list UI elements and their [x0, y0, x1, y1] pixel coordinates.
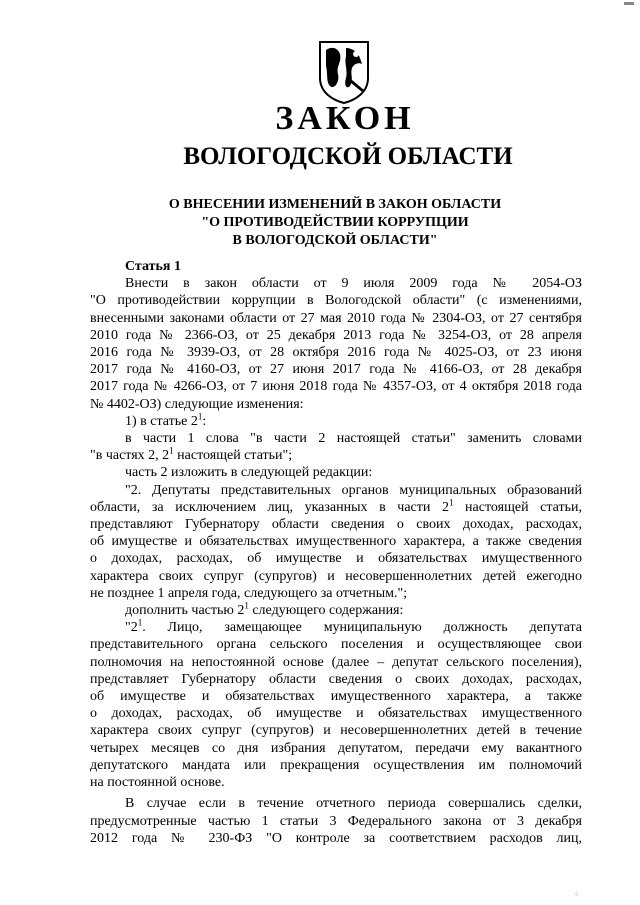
paragraph-line	[90, 447, 582, 464]
document-region-title: ВОЛОГОДСКОЙ ОБЛАСТИ	[183, 143, 513, 170]
quote-line	[90, 619, 582, 636]
paragraph-line: в части 1 слова "в части 2 настоящей статьи" заменить словами	[125, 431, 582, 447]
paragraph-line	[90, 602, 582, 619]
quote-line: о доходах, расходах, об имуществе и обязательствах имущественного	[90, 551, 582, 567]
paragraph-line: предусмотренные частью 1 статьи 3 Федерального закона от 3 декабря	[90, 813, 582, 829]
paragraph-line: В случае если в течение отчетного периода совершались сделки,	[125, 796, 582, 812]
scan-corner-mark	[624, 2, 634, 5]
quote-line: характера своих супруг (супругов) и несовершеннолетних детей в течение	[90, 723, 582, 739]
article-heading: Статья 1	[125, 259, 181, 274]
item-text: 1) в статье 2	[125, 413, 198, 429]
quote-line: депутатского мандата или прекращения осуществления им полномочий	[90, 757, 582, 773]
quote-line: представляет Губернатору области сведения о своих доходах, расходах,	[90, 671, 582, 687]
superscript: 1	[244, 600, 249, 611]
quote-line: об имуществе и обязательствах имущественного характера, а также	[90, 689, 582, 705]
coat-of-arms-emblem	[318, 40, 370, 104]
item-line	[90, 413, 582, 430]
superscript: 1	[448, 497, 454, 508]
quote-line: полномочия на непостоянной основе (далее – депутат сельского поселения),	[90, 654, 582, 670]
item-text: :	[202, 413, 207, 429]
subject-line: "О ПРОТИВОДЕЙСТВИИ КОРРУПЦИИ	[201, 215, 469, 230]
quote-text: . Лицо, замещающее муниципальную должность депутата	[142, 620, 582, 636]
quote-line: о доходах, расходах, об имуществе и обязательствах имущественного	[90, 706, 582, 722]
paragraph-line: часть 2 изложить в следующей редакции:	[125, 465, 373, 481]
paragraph-line: № 4402-ОЗ) следующие изменения:	[90, 396, 304, 412]
paragraph-line: 2010 года № 2366-ОЗ, от 25 декабря 2013 года № 3254-ОЗ, от 28 апреля	[90, 327, 582, 343]
quote-text: "2	[125, 620, 138, 636]
superscript: 1	[137, 617, 143, 628]
quote-line	[90, 499, 582, 516]
quote-line: представляют Губернатору области сведения о своих доходах, расходах,	[90, 517, 582, 533]
subject-line: В ВОЛОГОДСКОЙ ОБЛАСТИ"	[232, 233, 438, 248]
paragraph-line: Внести в закон области от 9 июля 2009 года № 2054-ОЗ	[125, 276, 582, 292]
paragraph-text: настоящей статьи";	[173, 448, 293, 464]
quote-text: области, за исключением лиц, указанных в части 2	[90, 499, 449, 515]
paragraph-line: внесенными законами области от 27 мая 2010 года № 2304-ОЗ, от 27 сентября	[90, 310, 582, 326]
paragraph-line: 2016 года № 3939-ОЗ, от 28 октября 2016 года № 4025-ОЗ, от 23 июня	[90, 345, 582, 361]
quote-line: "2. Депутаты представительных органов муниципальных образований	[125, 482, 582, 498]
paragraph-text: дополнить частью 2	[125, 603, 245, 619]
scan-mark: ⁘	[573, 890, 580, 899]
quote-line: не позднее 1 апреля года, следующего за отчетным.";	[90, 585, 408, 601]
quote-text: настоящей статьи,	[453, 499, 582, 515]
paragraph-line: 2017 года № 4266-ОЗ, от 7 июня 2018 года № 4357-ОЗ, от 4 октября 2018 года	[90, 379, 582, 395]
law-body	[90, 258, 582, 847]
quote-line: об имуществе и обязательствах имущественного характера, а также сведения	[90, 534, 582, 550]
quote-line: четырех месяцев со дня избрания депутатом, передачи ему вакантного	[90, 740, 582, 756]
paragraph-text: "в частях 2, 2	[90, 448, 170, 464]
paragraph-line: 2012 года № 230-ФЗ "О контроле за соответствием расходов лиц,	[90, 830, 582, 846]
superscript: 1	[169, 445, 174, 456]
paragraph-line: 2017 года № 4160-ОЗ, от 27 июня 2017 года № 4166-ОЗ, от 28 декабря	[90, 362, 582, 378]
quote-line: характера своих супруг (супругов) и несовершеннолетних детей ежегодно	[90, 568, 582, 584]
superscript: 1	[197, 411, 203, 422]
subject-line: О ВНЕСЕНИИ ИЗМЕНЕНИЙ В ЗАКОН ОБЛАСТИ	[168, 197, 502, 212]
paragraph-line: "О противодействии коррупции в Вологодской области" (с изменениями,	[90, 293, 582, 309]
quote-line: представительного органа сельского поселения и осуществляющее свои	[90, 637, 582, 653]
document-title: ЗАКОН	[275, 100, 415, 137]
quote-line: на постоянной основе.	[90, 775, 225, 791]
law-subject	[150, 196, 520, 250]
paragraph-text: следующего содержания:	[248, 603, 404, 619]
